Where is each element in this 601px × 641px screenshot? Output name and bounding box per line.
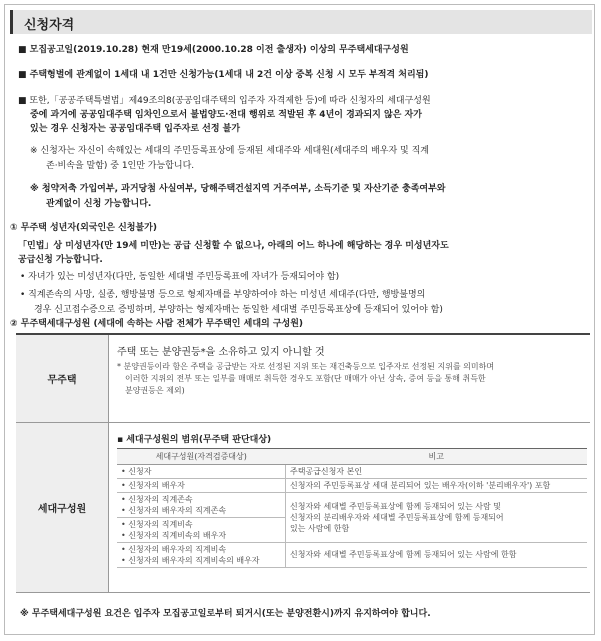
qualification-age: ■ 모집공고일(2019.10.28) 현재 만19세(2000.10.28 이전 출생자) 이상의 무주택세대구성원 [18,45,409,55]
remark-cell: 주택공급신청자 본인 [286,464,588,478]
header-accent-bar [10,10,13,34]
no-house-note3: 분양권등은 제외) [125,386,185,395]
no-house-note1: * 분양권등이라 함은 주택을 공급받는 자로 선정된 지위 또는 재건축등으로 입주자로 선정된 지위를 의미하며 [117,362,495,371]
member-line: • 신청자의 배우자의 직계비속 [121,544,227,554]
note-savings-line2: 관계없이 신청 가능합니다. [46,199,152,209]
remark-line: 신청자의 분리배우자와 세대별 주민등록표상에 함께 등재되어 [290,512,504,522]
note-household-line2: 존·비속을 말함) 중 1인만 가능합니다. [46,161,195,171]
qualification-one-per-household: ■ 주택형별에 관계없이 1세대 내 1건만 신청가능(1세대 내 2건 이상 중복 신청 시 모두 부적격 처리됨) [18,70,429,80]
member-line: • 신청자의 배우자의 직계비속의 배우자 [121,555,260,565]
note-savings-line1: ※ 청약저축 가입여부, 과거당첨 사실여부, 당해주택건설지역 거주여부, 소득기준 및 자산기준 충족여부와 [30,184,446,194]
table-row [117,492,587,517]
row-content-household [109,422,591,592]
section1-bullet2: • 직계존속의 사망, 실종, 행방불명 등으로 형제자매를 부양하여야 하는 미성년 세대주(다만, 행방불명의 [20,290,426,300]
section1-body-line1: 「민법」상 미성년자(만 19세 미만)는 공급 신청할 수 없으나, 아래의 어느 하나에 해당하는 경우 미성년자도 [18,241,449,251]
footer-note: ※ 무주택세대구성원 요건은 입주자 모집공고일로부터 퇴거시(또는 분양전환시)까지 유지하여야 합니다. [20,609,431,619]
section1-bullet1: • 자녀가 있는 미성년자(다만, 동일한 세대별 주민등록표에 자녀가 등재되어야 함) [20,272,340,282]
section2-heading: ② 무주택세대구성원 (세대에 속하는 사람 전체가 무주택인 세대의 구성원) [10,319,304,329]
member-cell: • 신청자 [117,464,286,478]
table-row [117,464,587,478]
member-cell: • 신청자의 배우자 [117,478,286,492]
col-header-remarks: 비고 [286,448,588,464]
member-cell [117,492,286,517]
remark-line: 있는 사람에 한함 [290,523,350,533]
no-house-note2: 이러한 지위의 전부 또는 일부를 매매로 취득한 경우도 포함(단 매매가 아닌 상속, 증여 등을 통해 취득한 [125,374,486,383]
section1-heading: ① 무주택 성년자(외국인은 신청불가) [10,223,157,233]
member-cell [117,542,286,567]
remark-line: 신청자와 세대별 주민등록표상에 함께 등재되어 있는 사람 및 [290,501,501,511]
remark-cell [286,492,588,542]
household-range-table [117,448,587,568]
note-household-line1: ※ 신청자는 자신이 속해있는 세대의 주민등록표상에 등재된 세대주와 세대원(세대주의 배우자 및 직계 [30,146,429,156]
table-row [117,478,587,492]
member-cell [117,517,286,542]
remark-cell: 신청자와 세대별 주민등록표상에 함께 등재되어 있는 사람에 한함 [286,542,588,567]
member-line: • 신청자의 직계비속 [121,519,193,529]
qualification-restriction-line3: 있는 경우 신청자는 공공임대주택 입주자로 선정 불가 [30,124,241,134]
member-line: • 신청자의 직계존속 [121,494,193,504]
qualification-restriction-line2: 중에 과거에 공공임대주택 임차인으로서 불법양도·전대 행위로 적발된 후 4년이 경과되지 않은 자가 [30,110,422,120]
row-label-no-house: 무주택 [16,334,109,422]
row-label-household: 세대구성원 [16,422,109,592]
row-content-no-house [109,334,591,422]
household-range-title: ▪ 세대구성원의 범위(무주택 판단대상) [117,434,272,445]
table-row [117,542,587,567]
no-house-rule: 주택 또는 분양권등*을 소유하고 있지 아니할 것 [117,347,325,358]
criteria-table [16,333,590,593]
col-header-members: 세대구성원(자격검증대상) [117,448,286,464]
member-line: • 신청자의 배우자의 직계존속 [121,505,227,515]
remark-cell: 신청자의 주민등록표상 세대 분리되어 있는 배우자(이하 '분리배우자') 포함 [286,478,588,492]
section1-body-line2: 공급신청 가능합니다. [18,255,103,265]
qualification-restriction-line1: ■ 또한,「공공주택특별법」제49조의8(공공임대주택의 입주자 자격제한 등)에 따라 신청자의 세대구성원 [18,96,431,106]
page-title: 신청자격 [24,18,75,33]
member-line: • 신청자의 직계비속의 배우자 [121,530,227,540]
section-header [10,10,592,34]
section1-bullet2-cont: 경우 신고접수증으로 증빙하며, 부양하는 형제자매는 동일한 세대별 주민등록표상에 등재되어 있어야 함) [34,305,443,315]
